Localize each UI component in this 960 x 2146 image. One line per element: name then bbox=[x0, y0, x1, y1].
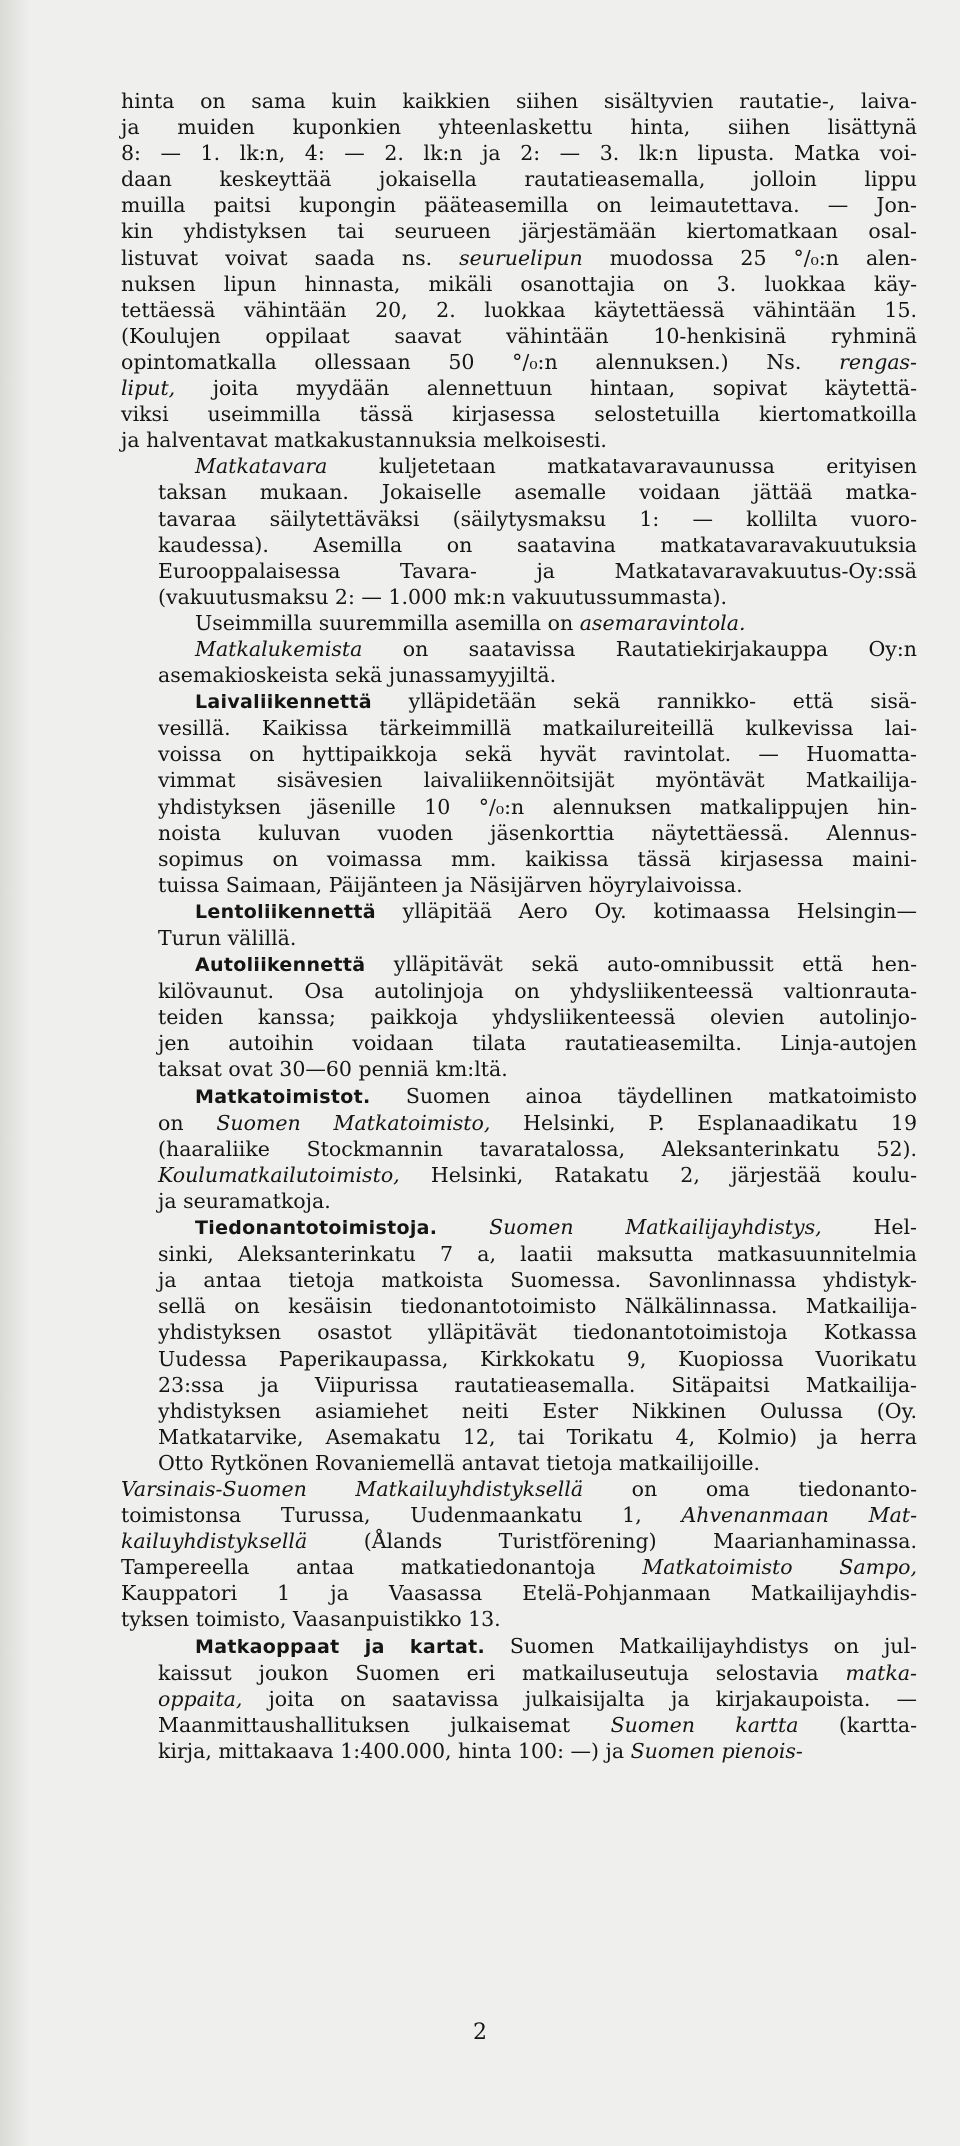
page-gutter-shadow bbox=[0, 0, 30, 2146]
text-run: Helsinki, P. Esplanaadikatu 19 bbox=[490, 1110, 917, 1135]
text-line bbox=[121, 898, 917, 925]
text-line bbox=[121, 506, 917, 532]
italic-term: Matkalukemista bbox=[195, 636, 363, 661]
text-line bbox=[121, 1030, 917, 1056]
text-run: tavaraa säilytettäväksi (säilytysmaksu 1: — kollilta vuoro- bbox=[158, 506, 917, 531]
paragraph bbox=[121, 1476, 917, 1633]
text-run: yhdistyksen osastot ylläpitävät tiedonantotoimistoja Kotkassa bbox=[158, 1320, 917, 1345]
text-run: ylläpitävät sekä auto-omnibussit että hen- bbox=[365, 952, 917, 977]
text-run: on oma tiedonanto- bbox=[583, 1476, 918, 1501]
text-run: ja seuramatkoja. bbox=[158, 1188, 331, 1213]
text-run: Turun välillä. bbox=[158, 926, 297, 950]
text-line bbox=[121, 218, 917, 244]
text-line bbox=[121, 114, 917, 140]
text-run: Useimmilla suuremmilla asemilla on bbox=[195, 610, 580, 635]
text-line bbox=[121, 1267, 917, 1293]
text-line bbox=[121, 192, 917, 218]
paragraph bbox=[121, 1214, 917, 1476]
text-line bbox=[121, 951, 917, 978]
text-line bbox=[121, 323, 917, 349]
text-line bbox=[121, 427, 917, 453]
text-run: noista kuluvan vuoden jäsenkorttia näytettäessä. Alennus- bbox=[158, 820, 917, 845]
italic-term: Varsinais-Suomen Matkailuyhdistyksellä bbox=[121, 1476, 584, 1501]
text-run: 23:ssa ja Viipurissa rautatieasemalla. Sitäpaitsi Matkailija- bbox=[158, 1372, 917, 1397]
text-line bbox=[121, 401, 917, 427]
italic-term: Matkatavara bbox=[195, 454, 328, 479]
text-line bbox=[121, 271, 917, 297]
text-line bbox=[121, 1606, 917, 1632]
italic-term: Suomen pienois- bbox=[630, 1738, 803, 1763]
text-line bbox=[121, 297, 917, 323]
text-run: joita myydään alennettuun hintaan, sopivat käytettä- bbox=[175, 376, 917, 401]
text-run: (Ålands Turistförening) Maarianhaminassa. bbox=[307, 1529, 917, 1554]
text-line bbox=[121, 1136, 917, 1162]
text-line bbox=[121, 1712, 917, 1738]
paragraph bbox=[121, 636, 917, 688]
text-line bbox=[121, 479, 917, 505]
text-line bbox=[121, 1162, 917, 1188]
page-number: 2 bbox=[473, 2020, 487, 2045]
text-line bbox=[121, 245, 917, 271]
text-run: yhdistyksen jäsenille 10 °/₀:n alennuksen matkalippujen hin- bbox=[158, 794, 917, 819]
text-line bbox=[121, 1424, 917, 1450]
text-line bbox=[121, 584, 917, 610]
italic-term: asemaravintola. bbox=[579, 610, 746, 635]
text-run: voissa on hyttipaikkoja sekä hyvät ravintolat. — Huomatta- bbox=[158, 742, 917, 767]
text-line bbox=[121, 1554, 917, 1580]
text-line bbox=[121, 872, 917, 898]
text-run: tuissa Saimaan, Päijänteen ja Näsijärven höyrylaivoissa. bbox=[158, 872, 743, 897]
text-line bbox=[121, 1686, 917, 1712]
text-run: opintomatkalla ollessaan 50 °/₀:n alennuksen.) Ns. bbox=[121, 349, 840, 374]
text-line bbox=[121, 1502, 917, 1528]
section-heading: Tiedonantotoimistoja. bbox=[195, 1217, 438, 1240]
text-run: ja antaa tietoja matkoista Suomessa. Savonlinnassa yhdistyk- bbox=[158, 1268, 917, 1293]
italic-term: seuruelipun bbox=[459, 245, 583, 270]
text-line bbox=[121, 558, 917, 584]
text-line bbox=[121, 1110, 917, 1136]
text-run: Suomen Matkailijayhdistys on jul- bbox=[485, 1633, 917, 1658]
text-run: (haaraliike Stockmannin tavaratalossa, Aleksanterinkatu 52). bbox=[158, 1136, 917, 1161]
text-run: toimistonsa Turussa, Uudenmaankatu 1, bbox=[121, 1503, 682, 1528]
text-line bbox=[121, 846, 917, 872]
text-run: Maanmittaushallituksen julkaisemat bbox=[158, 1712, 611, 1737]
text-line bbox=[121, 1188, 917, 1214]
text-run: sellä on kesäisin tiedonantotoimisto Nälkälinnassa. Matkailija- bbox=[158, 1294, 917, 1319]
italic-term: liput, bbox=[121, 376, 176, 401]
text-line bbox=[121, 532, 917, 558]
text-run: Uudessa Paperikaupassa, Kirkkokatu 9, Kuopiossa Vuorikatu bbox=[158, 1346, 917, 1371]
text-run: jen autoihin voidaan tilata rautatieasemilta. Linja-autojen bbox=[158, 1031, 917, 1056]
text-run: daan keskeyttää jokaisella rautatieasemalla, jolloin lippu bbox=[121, 167, 917, 192]
section-heading: Matkatoimistot. bbox=[195, 1085, 371, 1108]
text-run: teiden kanssa; paikkoja yhdysliikenteessä olevien autolinjo- bbox=[158, 1005, 917, 1030]
text-line bbox=[121, 1580, 917, 1606]
text-run: (kartta- bbox=[798, 1712, 918, 1737]
text-run: ylläpitää Aero Oy. kotimaassa Helsingin— bbox=[375, 898, 917, 923]
italic-term: kailuyhdistyksellä bbox=[121, 1529, 308, 1554]
text-line bbox=[121, 1293, 917, 1319]
text-run: muodossa 25 °/₀:n alen- bbox=[582, 245, 917, 270]
text-run: nuksen lipun hinnasta, mikäli osanottajia on 3. luokkaa käy- bbox=[121, 271, 917, 296]
text-run: ylläpidetään sekä rannikko- että sisä- bbox=[371, 689, 917, 714]
paragraph bbox=[121, 453, 917, 610]
text-line bbox=[121, 1241, 917, 1267]
paragraph bbox=[121, 88, 917, 453]
text-run: Helsinki, Ratakatu 2, järjestää koulu- bbox=[399, 1162, 917, 1187]
text-run: kaudessa). Asemilla on saatavina matkatavaravakuutuksia bbox=[158, 532, 917, 557]
text-line bbox=[121, 1738, 917, 1764]
section-heading: Matkaoppaat ja kartat. bbox=[195, 1635, 486, 1658]
text-run: hinta on sama kuin kaikkien siihen sisältyvien rautatie-, laiva- bbox=[121, 89, 917, 113]
text-line bbox=[121, 375, 917, 401]
italic-term: rengas- bbox=[839, 349, 917, 374]
text-line bbox=[121, 1083, 917, 1110]
text-line bbox=[121, 636, 917, 662]
paragraph bbox=[121, 610, 917, 636]
text-run: kaissut joukon Suomen eri matkailuseutuja selostavia bbox=[158, 1660, 846, 1685]
text-line bbox=[121, 1476, 917, 1502]
text-line bbox=[121, 1633, 917, 1660]
text-line bbox=[121, 1372, 917, 1398]
text-run: ja muiden kuponkien yhteenlaskettu hinta, siihen lisättynä bbox=[121, 115, 917, 140]
text-line bbox=[121, 1528, 917, 1554]
text-line bbox=[121, 1214, 917, 1241]
text-run: sinki, Aleksanterinkatu 7 a, laatii maksutta matkasuunnitelmia bbox=[158, 1242, 917, 1267]
text-run: yhdistyksen asiamiehet neiti Ester Nikkinen Oulussa (Oy. bbox=[158, 1398, 917, 1423]
text-run: Suomen ainoa täydellinen matkatoimisto bbox=[370, 1083, 917, 1108]
text-line bbox=[121, 1660, 917, 1686]
text-run: Tampereella antaa matkatiedonantoja bbox=[121, 1555, 643, 1580]
text-line bbox=[121, 88, 917, 114]
text-line bbox=[121, 794, 917, 820]
text-line bbox=[121, 1004, 917, 1030]
text-run: kin yhdistyksen tai seurueen järjestämään kiertomatkaan osal- bbox=[121, 219, 917, 244]
text-run: tettäessä vähintään 20, 2. luokkaa käytettäessä vähintään 15. bbox=[121, 297, 917, 322]
italic-term: Suomen kartta bbox=[610, 1712, 799, 1737]
text-line bbox=[121, 1450, 917, 1476]
text-run: Hel- bbox=[821, 1215, 917, 1240]
paragraph bbox=[121, 898, 917, 951]
text-run: (vakuutusmaksu 2: — 1.000 mk:n vakuutussummasta). bbox=[158, 584, 727, 609]
text-line bbox=[121, 688, 917, 715]
text-line bbox=[121, 1346, 917, 1372]
text-run: Matkatarvike, Asemakatu 12, tai Torikatu 4, Kolmio) ja herra bbox=[158, 1424, 917, 1449]
text-run: kuljetetaan matkatavaravaunussa erityisen bbox=[327, 454, 917, 479]
italic-term: Ahvenanmaan Mat- bbox=[681, 1503, 917, 1528]
text-run: vimmat sisävesien laivaliikennöitsijät myöntävät Matkailija- bbox=[158, 768, 917, 793]
text-line bbox=[121, 741, 917, 767]
italic-term: Koulumatkailutoimisto, bbox=[158, 1162, 400, 1187]
text-line bbox=[121, 925, 917, 951]
section-heading: Lentoliikennettä bbox=[195, 900, 376, 923]
text-line bbox=[121, 140, 917, 166]
text-run: kirja, mittakaava 1:400.000, hinta 100: —) ja bbox=[158, 1738, 631, 1763]
text-line bbox=[121, 1319, 917, 1345]
text-run: vesillä. Kaikissa tärkeimmillä matkailureiteillä kulkevissa lai- bbox=[158, 716, 917, 741]
italic-term: matka- bbox=[845, 1660, 917, 1685]
text-line bbox=[121, 1056, 917, 1082]
text-run: (Koulujen oppilaat saavat vähintään 10-henkisinä ryhminä bbox=[121, 323, 917, 348]
text-run: asemakioskeista sekä junassamyyjiltä. bbox=[158, 663, 557, 688]
text-run: muilla paitsi kupongin pääteasemilla on leimautettava. — Jon- bbox=[121, 193, 917, 218]
text-run: 8: — 1. lk:n, 4: — 2. lk:n ja 2: — 3. lk:n lipusta. Matka voi- bbox=[121, 141, 917, 166]
italic-term: Suomen Matkailijayhdistys, bbox=[489, 1215, 822, 1240]
text-line bbox=[121, 978, 917, 1004]
text-run: ja halventavat matkakustannuksia melkoisesti. bbox=[121, 428, 607, 453]
text-run: taksan mukaan. Jokaiselle asemalle voidaan jättää matka- bbox=[158, 480, 917, 505]
text-line bbox=[121, 820, 917, 846]
text-line bbox=[121, 662, 917, 688]
text-run bbox=[437, 1215, 489, 1239]
text-line bbox=[121, 767, 917, 793]
text-run: viksi useimmilla tässä kirjasessa selostetuilla kiertomatkoilla bbox=[121, 402, 917, 427]
text-run: on saatavissa Rautatiekirjakauppa Oy:n bbox=[362, 636, 917, 661]
text-run: kilövaunut. Osa autolinjoja on yhdysliikenteessä valtionrauta- bbox=[158, 979, 917, 1004]
text-run: Eurooppalaisessa Tavara- ja Matkatavaravakuutus-Oy:ssä bbox=[158, 558, 917, 583]
italic-term: oppaita, bbox=[158, 1686, 243, 1711]
text-line bbox=[121, 166, 917, 192]
text-run: sopimus on voimassa mm. kaikissa tässä kirjasessa maini- bbox=[158, 846, 917, 871]
italic-term: Suomen Matkatoimisto, bbox=[216, 1110, 491, 1135]
text-run: Kauppatori 1 ja Vaasassa Etelä-Pohjanmaan Matkailijayhdis- bbox=[121, 1581, 917, 1606]
text-run: joita on saatavissa julkaisijalta ja kirjakaupoista. — bbox=[242, 1686, 917, 1711]
paragraph bbox=[121, 688, 917, 898]
text-line bbox=[121, 610, 917, 636]
text-line bbox=[121, 1398, 917, 1424]
italic-term: Matkatoimisto Sampo, bbox=[642, 1555, 917, 1580]
section-heading: Autoliikennettä bbox=[195, 954, 366, 977]
text-line bbox=[121, 715, 917, 741]
text-run: Otto Rytkönen Rovaniemellä antavat tietoja matkailijoille. bbox=[158, 1450, 761, 1475]
paragraph bbox=[121, 1083, 917, 1214]
section-heading: Laivaliikennettä bbox=[195, 691, 372, 714]
paragraph bbox=[121, 1633, 917, 1764]
paragraph bbox=[121, 951, 917, 1082]
text-run: listuvat voivat saada ns. bbox=[121, 245, 460, 270]
text-run: taksat ovat 30—60 penniä km:ltä. bbox=[158, 1057, 508, 1082]
text-run: tyksen toimisto, Vaasanpuistikko 13. bbox=[121, 1607, 501, 1632]
text-line bbox=[121, 349, 917, 375]
text-line bbox=[121, 453, 917, 479]
text-run: on bbox=[158, 1110, 217, 1135]
body-text bbox=[121, 88, 917, 1764]
